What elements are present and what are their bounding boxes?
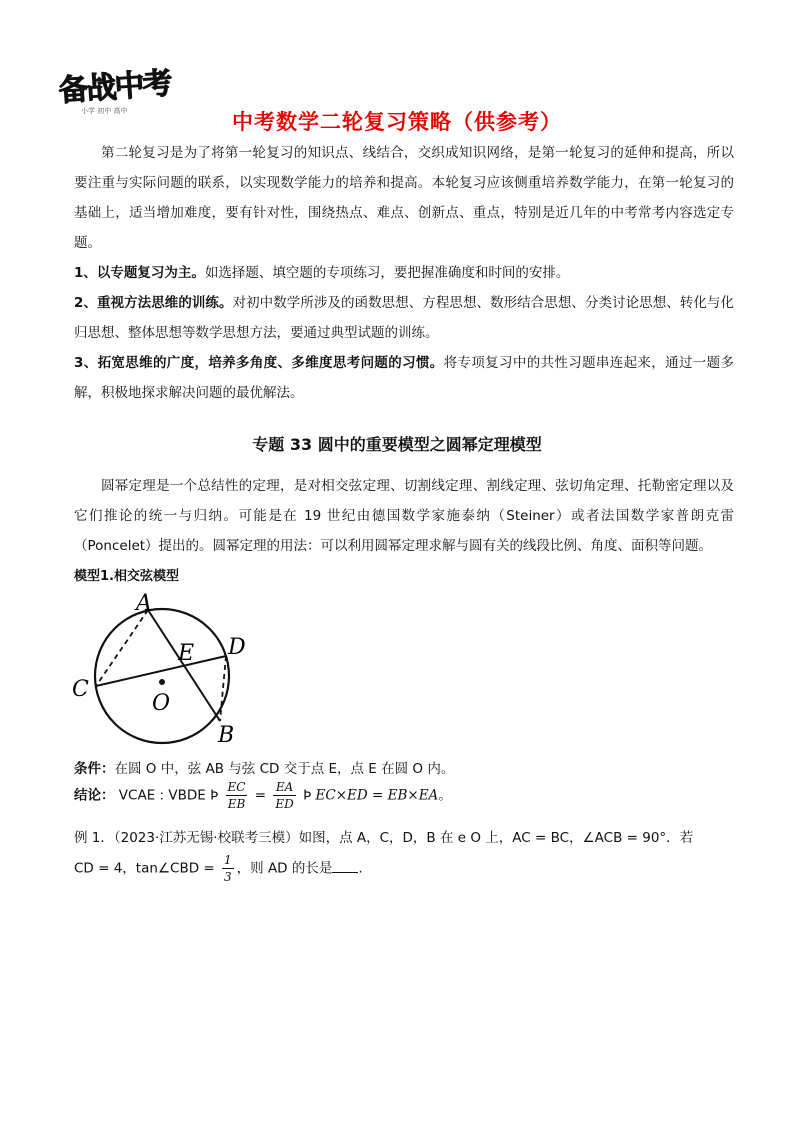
condition-label: 条件： [74,761,115,777]
intersecting-chords-figure [70,588,250,748]
strategy-1 [74,258,734,288]
label-b: B [218,723,235,748]
label-e: E [178,641,195,666]
strategy-1-text: 如选择题、填空题的专项练习，要把握准确度和时间的安排。 [204,265,570,281]
model-1-title: 模型1.相交弦模型 [74,569,179,584]
frac3-den: 3 [224,870,232,884]
condition-text: 在圆 O 中，弦 AB 与弦 CD 交于点 E，点 E 在圆 O 内。 [114,761,455,777]
example-1-end: . [358,860,363,877]
fraction-one-third [222,852,234,885]
frac1-den: EB [227,797,246,811]
label-d: D [228,635,246,660]
conclusion-end: 。 [438,787,452,804]
strategy-2 [74,288,734,348]
logo-text: 备战中考 [57,66,172,109]
frac2-den: ED [275,797,294,811]
frac1-num: EC [227,780,246,794]
frac3-num: 1 [224,853,232,867]
label-c: C [72,677,89,702]
equals-sign: = [254,787,267,804]
label-a: A [136,591,152,616]
center-point [159,679,165,685]
fraction-ec-eb [226,779,248,812]
strategy-2-heading: 2、重视方法思维的训练。 [74,295,233,311]
intro-paragraph: 第二轮复习是为了将第一轮复习的知识点、线结合，交织成知识网络，是第一轮复习的延伸和提高，所以要注重与实际问题的联系，以实现数学能力的培养和提高。本轮复习应该侧重培养数学能力，在第一轮复习的基础上，适当增加难度，要有针对性，围绕热点、难点、创新点、重点，特别是近几年的中考常考内容选定专题。 [74,145,734,251]
document-title: 中考数学二轮复习策略（供参考） [232,110,562,134]
strategy-3 [74,348,734,408]
section-intro: 圆幂定理是一个总结性的定理，是对相交弦定理、切割线定理、割线定理、弦切角定理、托勒密定理以及它们推论的统一与归纳。可能是在 19 世纪由德国数学家施泰纳（Steiner）或者法国数学家普朗克雷（Poncelet）提出的。圆幂定理的用法：可以利用圆幂定理求解与圆有关的线段比例、角度、面积等问题。 [74,478,734,554]
conclusion-label: 结论： [74,787,115,804]
example-1-given: CD = 4，tan∠CBD = [74,860,215,877]
answer-blank [332,860,358,873]
fraction-ea-ed [273,779,295,812]
frac2-num: EA [273,779,295,796]
strategy-2-text: 对初中数学所涉及的函数思想、方程思想、数形结合思想、分类讨论思想、转化与化归思想、整体思想等数学思想方法，要通过典型试题的训练。 [74,295,734,341]
similar-triangles: VCAE : VBDE Þ [118,787,219,804]
condition-line [74,757,454,777]
section-title: 专题 33 圆中的重要模型之圆幂定理模型 [252,435,542,454]
strategy-3-text: 将专项复习中的共性习题串连起来，通过一题多解，积极地探求解决问题的最优解法。 [74,355,734,401]
strategy-3-heading: 3、拓宽思维的广度，培养多角度、多维度思考问题的习惯。 [74,355,444,371]
circle-o [95,609,229,743]
label-o: O [152,691,171,716]
example-1-line-1: 例 1．（2023·江苏无锡·校联考三模）如图，点 A，C，D，B 在 e O 上，AC = BC，∠ACB = 90°．若 [74,830,694,846]
strategy-1-heading: 1、以专题复习为主。 [74,265,205,281]
segment-db [220,656,226,721]
conclusion-line [74,779,452,812]
example-1-question: ，则 AD 的长是 [236,860,333,877]
product-equation: EC×ED = EB×EA [315,787,439,804]
implies-symbol: Þ [303,787,312,804]
example-1-line-2 [74,852,363,885]
logo-subtext: 小学 初中 高中 [81,107,128,115]
